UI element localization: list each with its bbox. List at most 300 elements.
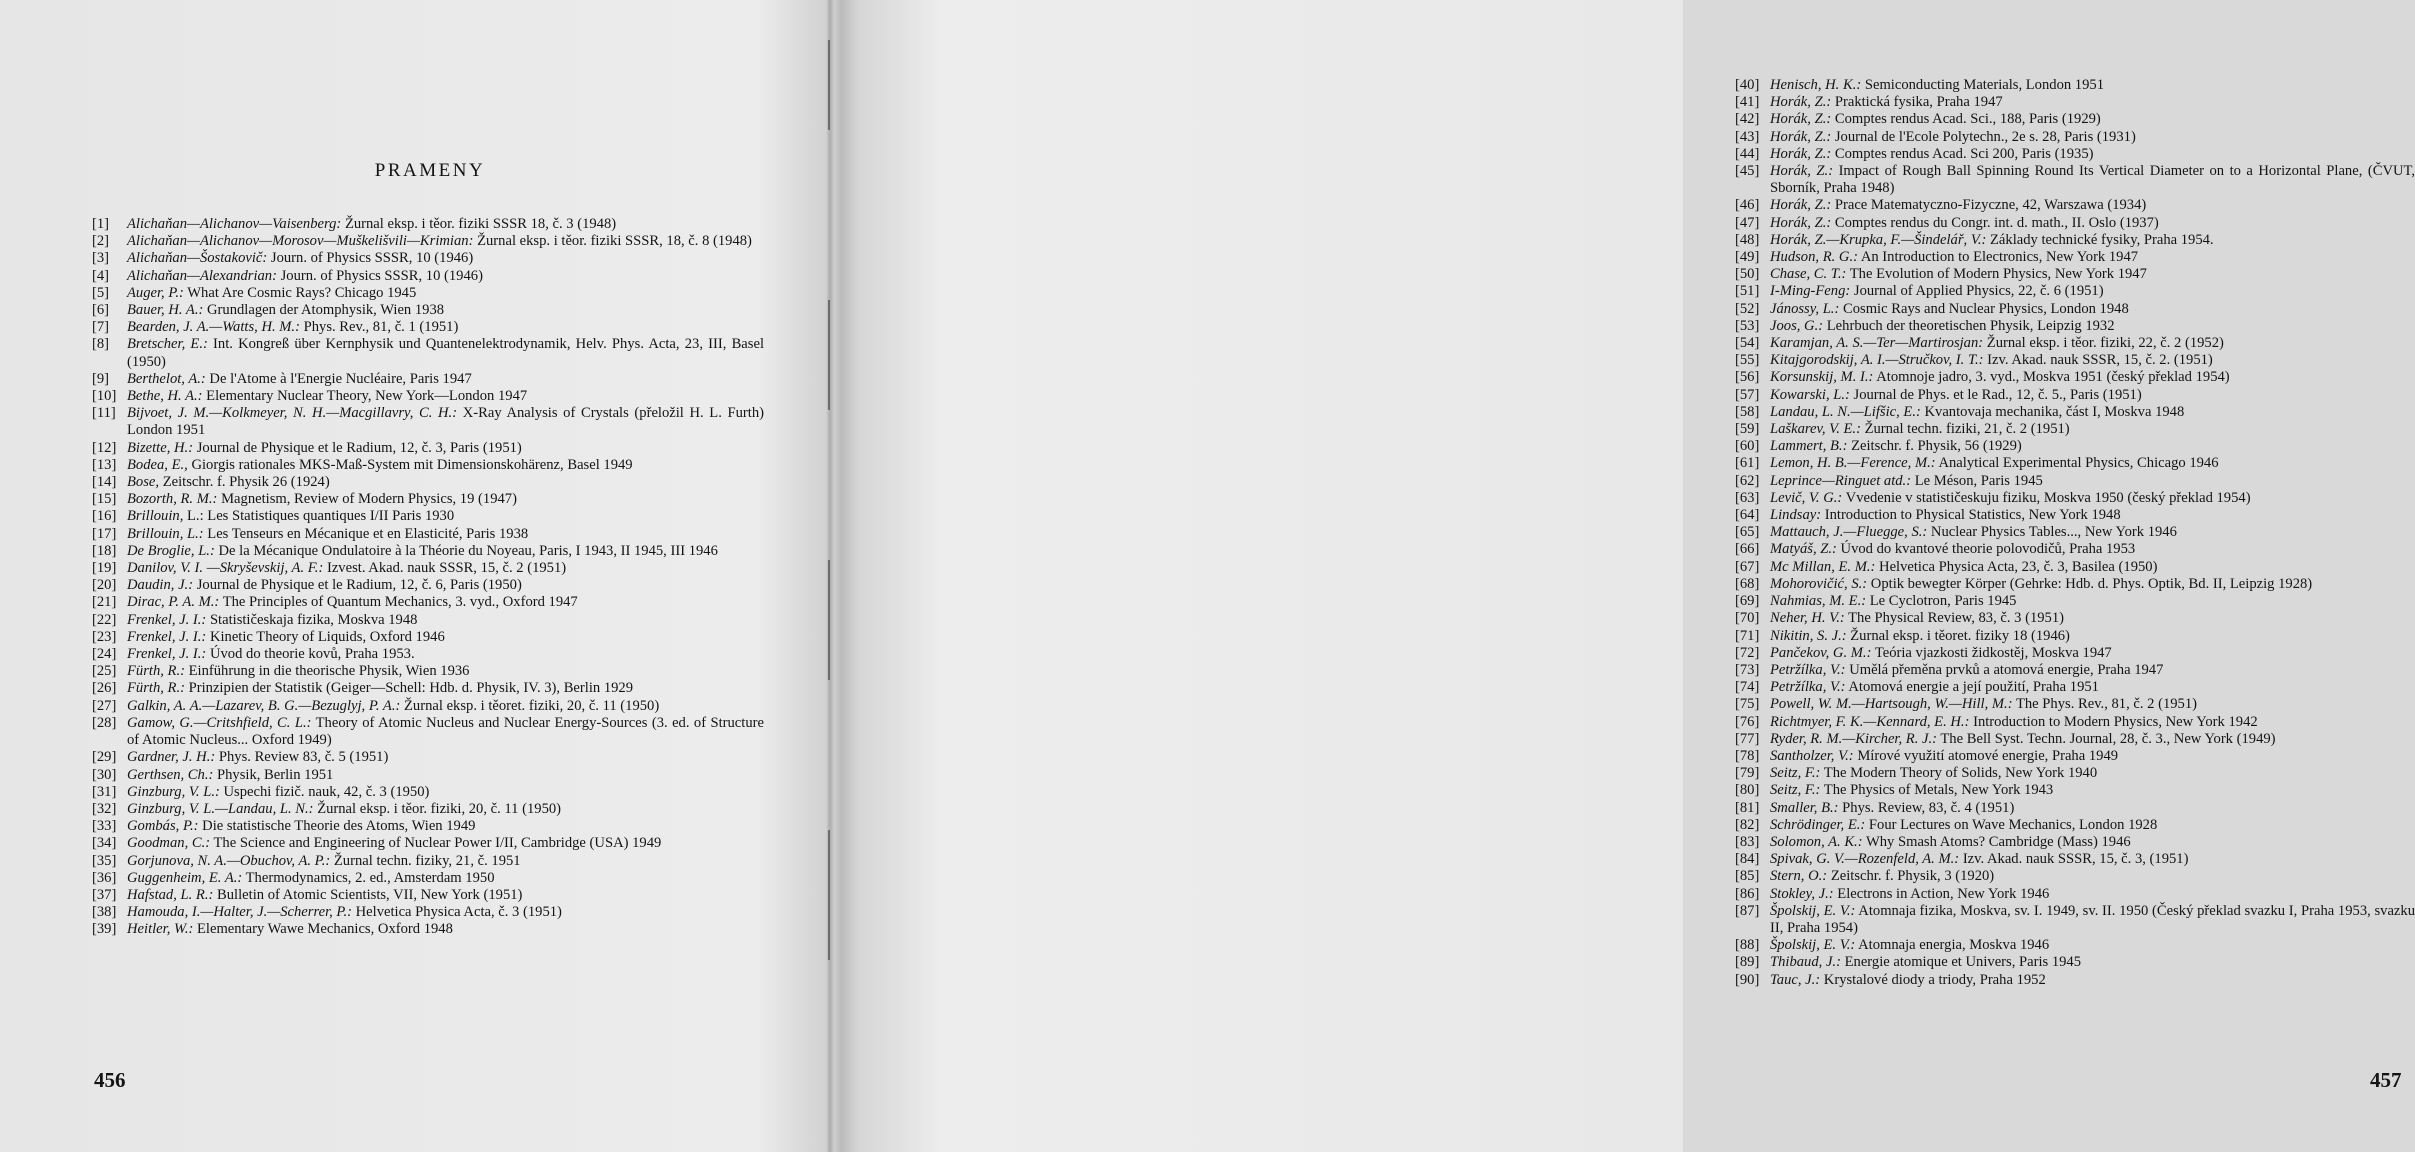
reference-author: Bauer, H. A.: bbox=[127, 302, 204, 319]
reference-source: Les Tenseurs en Mécanique et en Elasticité, Paris 1938 bbox=[207, 525, 529, 542]
reference-entry bbox=[92, 319, 764, 336]
reference-source: Atomnaja energia, Moskva 1946 bbox=[1858, 937, 2050, 954]
reference-number: [65] bbox=[1735, 524, 1760, 541]
reference-source: Semiconducting Materials, London 1951 bbox=[1864, 77, 2104, 93]
reference-source: Uspechi fizič. nauk, 42, č. 3 (1950) bbox=[223, 783, 430, 800]
reference-number: [83] bbox=[1735, 833, 1760, 850]
reference-source: The Modern Theory of Solids, New York 1940 bbox=[1823, 765, 2098, 782]
reference-source: The Phys. Rev., 81, č. 2 (1951) bbox=[2015, 696, 2198, 713]
reference-author: Jánossy, L.: bbox=[1770, 300, 1840, 317]
reference-author: Hamouda, I.—Halter, J.—Scherrer, P.: bbox=[127, 904, 352, 921]
reference-author: Horák, Z.: bbox=[1770, 197, 1832, 214]
reference-entry bbox=[92, 887, 764, 904]
reference-entry bbox=[1735, 524, 2415, 541]
reference-entry bbox=[1735, 662, 2415, 679]
reference-source: Bulletin of Atomic Scientists, VII, New York (1951) bbox=[217, 886, 523, 903]
reference-entry bbox=[92, 646, 764, 663]
reference-author: Frenkel, J. I.: bbox=[127, 628, 207, 645]
reference-author: Horák, Z.: bbox=[1770, 111, 1832, 128]
reference-number: [35] bbox=[92, 852, 117, 869]
reference-author: Gardner, J. H.: bbox=[127, 749, 216, 766]
reference-entry bbox=[92, 749, 764, 766]
reference-source: Einführung in die theorische Physik, Wien 1936 bbox=[188, 663, 470, 680]
reference-number: [17] bbox=[92, 525, 117, 542]
reference-number: [85] bbox=[1735, 868, 1760, 885]
reference-author: Stern, O.: bbox=[1770, 868, 1828, 885]
reference-author: Gombás, P.: bbox=[127, 818, 199, 835]
reference-entry bbox=[1735, 455, 2415, 472]
reference-entry bbox=[1735, 834, 2415, 851]
reference-author: Mattauch, J.—Fluegge, S.: bbox=[1770, 524, 1928, 541]
reference-source: Journal de l'Ecole Polytechn., 2e s. 28, Paris (1931) bbox=[1834, 128, 2136, 145]
reference-entry bbox=[92, 268, 764, 285]
reference-source: Introduction to Modern Physics, New York 1942 bbox=[1973, 713, 2258, 730]
reference-author: Laškarev, V. E.: bbox=[1770, 421, 1861, 438]
reference-number: [47] bbox=[1735, 214, 1760, 231]
reference-number: [56] bbox=[1735, 369, 1760, 386]
reference-number: [62] bbox=[1735, 472, 1760, 489]
reference-source: Teória vjazkosti židkostěj, Moskva 1947 bbox=[1874, 644, 2112, 661]
reference-entry bbox=[1735, 868, 2415, 885]
reference-number: [22] bbox=[92, 611, 117, 628]
reference-author: Petržílka, V.: bbox=[1770, 661, 1846, 678]
reference-entry bbox=[1735, 851, 2415, 868]
reference-number: [15] bbox=[92, 491, 117, 508]
reference-number: [8] bbox=[92, 336, 110, 353]
reference-author: Horák, Z.: bbox=[1770, 145, 1832, 162]
reference-entry bbox=[92, 440, 764, 457]
reference-entry bbox=[1735, 628, 2415, 645]
reference-author: Horák, Z.—Krupka, F.—Šindelář, V.: bbox=[1770, 231, 1987, 248]
reference-number: [72] bbox=[1735, 644, 1760, 661]
reference-source: Základy technické fysiky, Praha 1954. bbox=[1990, 231, 2214, 248]
reference-author: De Broglie, L.: bbox=[127, 542, 215, 559]
reference-author: Stokley, J.: bbox=[1770, 885, 1834, 902]
reference-number: [52] bbox=[1735, 300, 1760, 317]
reference-entry bbox=[92, 250, 764, 267]
reference-author: I-Ming-Feng: bbox=[1770, 283, 1851, 300]
reference-source: Mírové využití atomové energie, Praha 1949 bbox=[1857, 747, 2119, 764]
reference-author: Gerthsen, Ch.: bbox=[127, 766, 214, 783]
reference-source: Atomnoje jadro, 3. vyd., Moskva 1951 (český překlad 1954) bbox=[1876, 369, 2230, 386]
reference-source: Electrons in Action, New York 1946 bbox=[1837, 885, 2050, 902]
reference-number: [59] bbox=[1735, 421, 1760, 438]
reference-entry bbox=[92, 853, 764, 870]
reference-number: [31] bbox=[92, 783, 117, 800]
reference-source: Journ. of Physics SSSR, 10 (1946) bbox=[270, 250, 474, 267]
reference-author: Hafstad, L. R.: bbox=[127, 886, 214, 903]
reference-number: [41] bbox=[1735, 94, 1760, 111]
reference-entry bbox=[1735, 748, 2415, 765]
reference-source: Comptes rendus Acad. Sci., 188, Paris (1929) bbox=[1834, 111, 2101, 128]
reference-entry bbox=[92, 801, 764, 818]
reference-number: [11] bbox=[92, 405, 116, 422]
reference-author: Berthelot, A.: bbox=[127, 370, 206, 387]
reference-number: [76] bbox=[1735, 713, 1760, 730]
reference-author: Alichaňan—Alichanov—Morosov—Muškelišvili—Krimian: bbox=[127, 233, 474, 250]
reference-entry bbox=[92, 612, 764, 629]
reference-number: [77] bbox=[1735, 730, 1760, 747]
reference-author: Seitz, F.: bbox=[1770, 782, 1821, 799]
reference-entry bbox=[92, 491, 764, 508]
reference-author: Galkin, A. A.—Lazarev, B. G.—Bezuglyj, P. A.: bbox=[127, 697, 401, 714]
reference-source: Phys. Review, 83, č. 4 (1951) bbox=[1842, 799, 2015, 816]
reference-source: Thermodynamics, 2. ed., Amsterdam 1950 bbox=[245, 869, 495, 886]
reference-source: Introduction to Physical Statistics, New York 1948 bbox=[1824, 507, 2121, 524]
reference-source: Atomnaja fizika, Moskva, sv. I. 1949, sv. II. 1950 (Český překlad svazku I, Praha 1953, svazku II, Praha 1954) bbox=[1770, 902, 2415, 936]
reference-author: Ryder, R. M.—Kircher, R. J.: bbox=[1770, 730, 1937, 747]
reference-entry bbox=[92, 904, 764, 921]
reference-source: Energie atomique et Univers, Paris 1945 bbox=[1844, 954, 2082, 971]
reference-author: Špolskij, E. V.: bbox=[1770, 937, 1856, 954]
left-page bbox=[0, 0, 820, 1152]
reference-author: Kowarski, L.: bbox=[1770, 386, 1850, 403]
reference-number: [1] bbox=[92, 216, 110, 232]
reference-number: [21] bbox=[92, 594, 117, 611]
reference-number: [37] bbox=[92, 886, 117, 903]
reference-author: Joos, G.: bbox=[1770, 317, 1824, 334]
reference-number: [50] bbox=[1735, 266, 1760, 283]
reference-source: Zeitschr. f. Physik, 56 (1929) bbox=[1851, 438, 2022, 455]
reference-source: Kinetic Theory of Liquids, Oxford 1946 bbox=[209, 628, 445, 645]
reference-entry bbox=[92, 371, 764, 388]
reference-number: [2] bbox=[92, 233, 110, 250]
reference-source: Vvedenie v statističeskuju fiziku, Moskva 1950 (český překlad 1954) bbox=[1845, 489, 2251, 506]
reference-number: [68] bbox=[1735, 575, 1760, 592]
reference-number: [53] bbox=[1735, 317, 1760, 334]
reference-source: Journal of Applied Physics, 22, č. 6 (1951) bbox=[1853, 283, 2104, 300]
reference-entry bbox=[1735, 490, 2415, 507]
reference-entry bbox=[92, 233, 764, 250]
reference-author: Daudin, J.: bbox=[127, 577, 194, 594]
reference-source: Journ. of Physics SSSR, 10 (1946) bbox=[280, 267, 483, 284]
reference-entry bbox=[1735, 886, 2415, 903]
reference-source: Int. Kongreß über Kernphysik und Quantenelektrodynamik, Helv. Phys. Acta, 23, III, Basel (1950) bbox=[127, 336, 764, 370]
reference-source: Žurnal eksp. i těor. fiziki SSSR, 18, č. 8 (1948) bbox=[477, 233, 752, 250]
reference-source: Lehrbuch der theoretischen Physik, Leipzig 1932 bbox=[1826, 317, 2115, 334]
reference-source: Helvetica Physica Acta, 23, č. 3, Basilea (1950) bbox=[1879, 558, 2158, 575]
reference-author: Danilov, V. I. —Skryševskij, A. F.: bbox=[127, 560, 324, 577]
reference-source: Physik, Berlin 1951 bbox=[217, 766, 334, 783]
reference-entry bbox=[92, 921, 764, 938]
reference-source: Journal de Physique et le Radium, 12, č. 3, Paris (1951) bbox=[196, 439, 522, 456]
reference-author: Horák, Z.: bbox=[1770, 214, 1832, 231]
reference-entry bbox=[1735, 576, 2415, 593]
reference-entry bbox=[1735, 937, 2415, 954]
reference-entry bbox=[1735, 266, 2415, 283]
reference-list-right bbox=[1735, 77, 2415, 989]
reference-author: Seitz, F.: bbox=[1770, 765, 1821, 782]
reference-author: Fürth, R.: bbox=[127, 663, 185, 680]
reference-source: The Physics of Metals, New York 1943 bbox=[1823, 782, 2054, 799]
reference-number: [7] bbox=[92, 319, 110, 336]
reference-source: Úvod do kvantové theorie polovodičů, Praha 1953 bbox=[1840, 541, 2136, 558]
reference-entry bbox=[1735, 438, 2415, 455]
reference-source: Úvod do theorie kovů, Praha 1953. bbox=[209, 646, 415, 663]
reference-author: Auger, P.: bbox=[127, 284, 184, 301]
reference-number: [61] bbox=[1735, 455, 1760, 472]
reference-author: Dirac, P. A. M.: bbox=[127, 594, 220, 611]
reference-source: Grundlagen der Atomphysik, Wien 1938 bbox=[207, 302, 445, 319]
reference-number: [33] bbox=[92, 818, 117, 835]
reference-number: [90] bbox=[1735, 971, 1760, 988]
reference-author: Bijvoet, J. M.—Kolkmeyer, N. H.—Macgillavry, C. H.: bbox=[127, 405, 458, 422]
reference-number: [12] bbox=[92, 439, 117, 456]
reference-number: [44] bbox=[1735, 145, 1760, 162]
reference-number: [55] bbox=[1735, 352, 1760, 369]
reference-number: [70] bbox=[1735, 610, 1760, 627]
reference-author: Frenkel, J. I.: bbox=[127, 611, 207, 628]
reference-author: Richtmyer, F. K.—Kennard, E. H.: bbox=[1770, 713, 1970, 730]
reference-entry bbox=[92, 767, 764, 784]
reference-number: [3] bbox=[92, 250, 110, 267]
reference-list-left bbox=[92, 216, 764, 939]
reference-entry bbox=[92, 784, 764, 801]
reference-entry bbox=[1735, 404, 2415, 421]
reference-number: [38] bbox=[92, 904, 117, 921]
reference-author: Horák, Z.: bbox=[1770, 94, 1832, 111]
reference-entry bbox=[1735, 696, 2415, 713]
reference-number: [34] bbox=[92, 835, 117, 852]
reference-author: Pančekov, G. M.: bbox=[1770, 644, 1872, 661]
reference-source: Optik bewegter Körper (Gehrke: Hdb. d. Phys. Optik, Bd. II, Leipzig 1928) bbox=[1870, 575, 2313, 592]
reference-source: Žurnal techn. fiziki, 21, č. 2 (1951) bbox=[1864, 421, 2070, 438]
reference-number: [48] bbox=[1735, 231, 1760, 248]
reference-number: [57] bbox=[1735, 386, 1760, 403]
reference-number: [27] bbox=[92, 697, 117, 714]
reference-number: [54] bbox=[1735, 335, 1760, 352]
reference-author: Horák, Z.: bbox=[1770, 163, 1834, 180]
reference-source: The Science and Engineering of Nuclear Power I/II, Cambridge (USA) 1949 bbox=[213, 835, 662, 852]
reference-number: [79] bbox=[1735, 765, 1760, 782]
reference-source: The Bell Syst. Techn. Journal, 28, č. 3., New York (1949) bbox=[1940, 730, 2276, 747]
reference-number: [4] bbox=[92, 267, 110, 284]
reference-source: Žurnal eksp. i těor. fiziki, 22, č. 2 (1952) bbox=[1986, 335, 2224, 352]
reference-source: Journal de Physique et le Radium, 12, č. 6, Paris (1950) bbox=[196, 577, 522, 594]
reference-entry bbox=[92, 405, 764, 439]
reference-entry bbox=[92, 560, 764, 577]
reference-number: [19] bbox=[92, 560, 117, 577]
reference-author: Fürth, R.: bbox=[127, 680, 185, 697]
reference-source: Krystalové diody a triody, Praha 1952 bbox=[1823, 971, 2046, 988]
reference-number: [58] bbox=[1735, 403, 1760, 420]
reference-source: Le Méson, Paris 1945 bbox=[1914, 472, 2043, 489]
reference-number: [39] bbox=[92, 921, 117, 938]
reference-source: Izvest. Akad. nauk SSSR, 15, č. 2 (1951) bbox=[326, 560, 567, 577]
reference-number: [29] bbox=[92, 749, 117, 766]
reference-entry bbox=[92, 663, 764, 680]
reference-author: Guggenheim, E. A.: bbox=[127, 869, 243, 886]
reference-source: L.: Les Statistiques quantiques I/II Paris 1930 bbox=[187, 508, 455, 525]
reference-author: Landau, L. N.—Lifšic, E.: bbox=[1770, 403, 1921, 420]
reference-author: Powell, W. M.—Hartsough, W.—Hill, M.: bbox=[1770, 696, 2013, 713]
reference-source: Žurnal eksp. i těoret. fiziki, 20, č. 11 (1950) bbox=[404, 697, 660, 714]
reference-entry bbox=[1735, 610, 2415, 627]
reference-number: [46] bbox=[1735, 197, 1760, 214]
reference-number: [69] bbox=[1735, 593, 1760, 610]
reference-author: Thibaud, J.: bbox=[1770, 954, 1841, 971]
reference-entry bbox=[1735, 782, 2415, 799]
reference-author: Frenkel, J. I.: bbox=[127, 646, 207, 663]
reference-source: Theory of Atomic Nucleus and Nuclear Energy-Sources (3. ed. of Structure of Atomic Nucleus... Oxford 1949) bbox=[127, 714, 764, 749]
reference-number: [89] bbox=[1735, 954, 1760, 971]
reference-author: Alichaňan—Šostakovič: bbox=[127, 250, 268, 267]
reference-number: [13] bbox=[92, 456, 117, 473]
reference-source: Magnetism, Review of Modern Physics, 19 (1947) bbox=[221, 491, 517, 508]
reference-entry bbox=[1735, 249, 2415, 266]
reference-source: Le Cyclotron, Paris 1945 bbox=[1869, 593, 2017, 610]
reference-entry bbox=[92, 474, 764, 491]
reference-author: Matyáš, Z.: bbox=[1770, 541, 1837, 558]
reference-number: [63] bbox=[1735, 489, 1760, 506]
reference-entry bbox=[1735, 473, 2415, 490]
reference-number: [71] bbox=[1735, 627, 1760, 644]
reference-author: Hudson, R. G.: bbox=[1770, 249, 1858, 266]
reference-entry bbox=[92, 457, 764, 474]
reference-source: The Evolution of Modern Physics, New York 1947 bbox=[1849, 266, 2147, 283]
reference-source: Why Smash Atoms? Cambridge (Mass) 1946 bbox=[1865, 833, 2131, 850]
reference-source: Phys. Rev., 81, č. 1 (1951) bbox=[303, 319, 459, 336]
reference-number: [23] bbox=[92, 628, 117, 645]
reference-author: Mc Millan, E. M.: bbox=[1770, 558, 1876, 575]
reference-author: Nikitin, S. J.: bbox=[1770, 627, 1847, 644]
reference-entry bbox=[92, 508, 764, 525]
reference-number: [45] bbox=[1735, 163, 1760, 180]
reference-entry bbox=[92, 629, 764, 646]
reference-source: Umělá přeměna prvků a atomová energie, Praha 1947 bbox=[1849, 661, 2164, 678]
reference-author: Lemon, H. B.—Ference, M.: bbox=[1770, 455, 1936, 472]
reference-source: De la Mécanique Ondulatoire à la Théorie du Noyeau, Paris, I 1943, II 1945, III 1946 bbox=[218, 542, 718, 559]
reference-entry bbox=[1735, 77, 2415, 94]
reference-author: Lammert, B.: bbox=[1770, 438, 1848, 455]
reference-entry bbox=[1735, 817, 2415, 834]
reference-source: Die statistische Theorie des Atoms, Wien 1949 bbox=[202, 818, 476, 835]
reference-entry bbox=[1735, 232, 2415, 249]
reference-source: Žurnal eksp. i těor. fiziki SSSR 18, č. 3 (1948) bbox=[344, 216, 617, 232]
reference-entry bbox=[1735, 318, 2415, 335]
reference-source: Analytical Experimental Physics, Chicago 1946 bbox=[1938, 455, 2219, 472]
reference-entry bbox=[1735, 593, 2415, 610]
reference-author: Santholzer, V.: bbox=[1770, 747, 1854, 764]
reference-author: Heitler, W.: bbox=[127, 921, 194, 938]
reference-source: Giorgis rationales MKS-Maß-System mit Dimensionskohärenz, Basel 1949 bbox=[191, 456, 633, 473]
reference-number: [88] bbox=[1735, 937, 1760, 954]
reference-number: [84] bbox=[1735, 851, 1760, 868]
reference-number: [60] bbox=[1735, 438, 1760, 455]
reference-author: Bizette, H.: bbox=[127, 439, 194, 456]
reference-entry bbox=[92, 818, 764, 835]
reference-author: Ginzburg, V. L.—Landau, L. N.: bbox=[127, 800, 314, 817]
page-heading: PRAMENY bbox=[374, 160, 486, 181]
reference-source: Žurnal eksp. i těoret. fiziky 18 (1946) bbox=[1850, 627, 2070, 644]
reference-entry bbox=[92, 526, 764, 543]
reference-author: Špolskij, E. V.: bbox=[1770, 902, 1856, 919]
reference-entry bbox=[1735, 421, 2415, 438]
reference-number: [80] bbox=[1735, 782, 1760, 799]
reference-source: Journal de Phys. et le Rad., 12, č. 5., Paris (1951) bbox=[1853, 386, 2142, 403]
reference-number: [20] bbox=[92, 577, 117, 594]
reference-source: X-Ray Analysis of Crystals (přeložil H. L. Furth) London 1951 bbox=[127, 405, 764, 439]
right-page bbox=[830, 0, 2415, 1152]
reference-source: Prinzipien der Statistik (Geiger—Schell: Hdb. d. Physik, IV. 3), Berlin 1929 bbox=[188, 680, 634, 697]
reference-number: [10] bbox=[92, 388, 117, 405]
reference-source: Kvantovaja mechanika, část I, Moskva 1948 bbox=[1924, 403, 2185, 420]
reference-source: De l'Atome à l'Energie Nucléaire, Paris 1947 bbox=[209, 370, 472, 387]
reference-author: Horák, Z.: bbox=[1770, 128, 1832, 145]
reference-entry bbox=[92, 594, 764, 611]
reference-author: Goodman, C.: bbox=[127, 835, 211, 852]
reference-number: [25] bbox=[92, 663, 117, 680]
reference-source: The Principles of Quantum Mechanics, 3. vyd., Oxford 1947 bbox=[222, 594, 578, 611]
reference-number: [6] bbox=[92, 302, 110, 319]
reference-source: Zeitschr. f. Physik, 3 (1920) bbox=[1830, 868, 1995, 885]
reference-entry bbox=[92, 870, 764, 887]
reference-number: [28] bbox=[92, 714, 117, 731]
reference-entry bbox=[1735, 731, 2415, 748]
reference-number: [18] bbox=[92, 542, 117, 559]
reference-entry bbox=[1735, 679, 2415, 696]
reference-entry bbox=[1735, 352, 2415, 369]
reference-entry bbox=[1735, 972, 2415, 989]
reference-author: Bozorth, R. M.: bbox=[127, 491, 218, 508]
reference-entry bbox=[92, 680, 764, 697]
reference-author: Petržílka, V.: bbox=[1770, 679, 1846, 696]
reference-number: [42] bbox=[1735, 111, 1760, 128]
reference-entry bbox=[1735, 111, 2415, 128]
reference-entry bbox=[1735, 903, 2415, 937]
reference-author: Levič, V. G.: bbox=[1770, 489, 1843, 506]
reference-number: [49] bbox=[1735, 249, 1760, 266]
reference-number: [75] bbox=[1735, 696, 1760, 713]
reference-entry bbox=[1735, 129, 2415, 146]
reference-number: [30] bbox=[92, 766, 117, 783]
reference-entry bbox=[92, 715, 764, 749]
reference-entry bbox=[92, 216, 764, 233]
reference-number: [43] bbox=[1735, 128, 1760, 145]
reference-number: [74] bbox=[1735, 679, 1760, 696]
reference-source: Elementary Nuclear Theory, New York—London 1947 bbox=[206, 388, 528, 405]
reference-number: [81] bbox=[1735, 799, 1760, 816]
reference-entry bbox=[1735, 301, 2415, 318]
reference-entry bbox=[1735, 800, 2415, 817]
reference-author: Smaller, B.: bbox=[1770, 799, 1839, 816]
reference-source: Phys. Review 83, č. 5 (1951) bbox=[218, 749, 389, 766]
reference-entry bbox=[1735, 541, 2415, 558]
reference-source: Zeitschr. f. Physik 26 (1924) bbox=[162, 474, 330, 491]
reference-author: Korsunskij, M. I.: bbox=[1770, 369, 1874, 386]
reference-source: Žurnal techn. fiziky, 21, č. 1951 bbox=[333, 852, 521, 869]
reference-source: Helvetica Physica Acta, č. 3 (1951) bbox=[355, 904, 562, 921]
reference-author: Leprince—Ringuet atd.: bbox=[1770, 472, 1912, 489]
reference-number: [24] bbox=[92, 646, 117, 663]
reference-number: [66] bbox=[1735, 541, 1760, 558]
reference-source: Praktická fysika, Praha 1947 bbox=[1834, 94, 2003, 111]
reference-entry bbox=[1735, 335, 2415, 352]
reference-entry bbox=[92, 285, 764, 302]
reference-source: Statističeskaja fizika, Moskva 1948 bbox=[209, 611, 418, 628]
reference-author: Gamow, G.—Critshfield, C. L.: bbox=[127, 714, 312, 731]
reference-author: Henisch, H. K.: bbox=[1770, 77, 1862, 93]
reference-source: Impact of Rough Ball Spinning Round Its Vertical Diameter on to a Horizontal Plane, (ČVUT, Sborník, Praha 1948) bbox=[1770, 163, 2415, 197]
reference-source: Izv. Akad. nauk SSSR, 15, č. 2. (1951) bbox=[1987, 352, 2213, 369]
reference-author: Brillouin, L.: bbox=[127, 525, 204, 542]
reference-number: [86] bbox=[1735, 885, 1760, 902]
reference-number: [26] bbox=[92, 680, 117, 697]
reference-number: [64] bbox=[1735, 507, 1760, 524]
reference-author: Spivak, G. V.—Rozenfeld, A. M.: bbox=[1770, 851, 1960, 868]
reference-author: Gorjunova, N. A.—Obuchov, A. P.: bbox=[127, 852, 331, 869]
reference-author: Solomon, A. K.: bbox=[1770, 833, 1863, 850]
